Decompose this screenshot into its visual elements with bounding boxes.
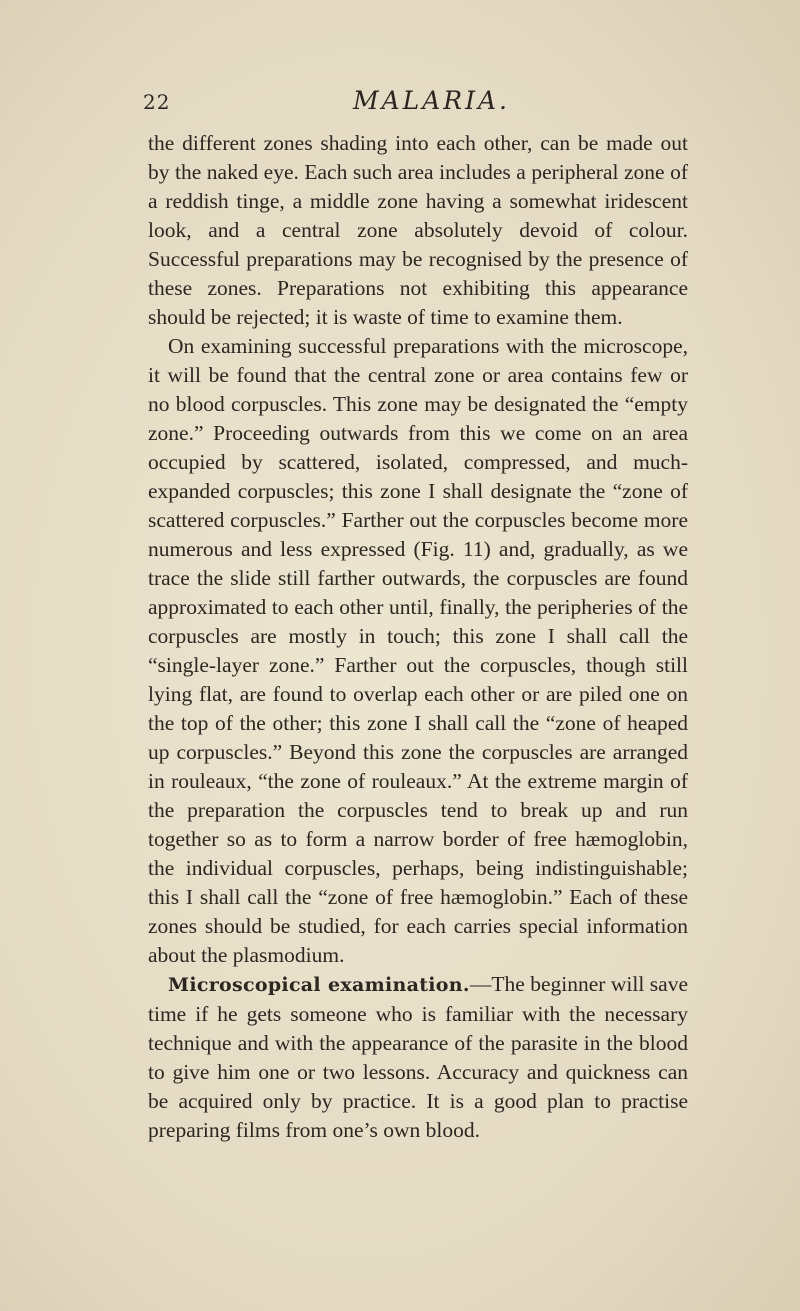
paragraph-microscopical-examination [148, 970, 688, 1145]
paragraph-zones-intro: the different zones shading into each other, can be made out by the naked eye. Each such area includes a peripheral zone of a reddish tinge, a middle zone having a somewhat iridescent look, and a central zone absolutely devoid of colour. Successful preparations may be recognised by the presence of these zones. Preparations not exhibiting this appearance should be rejected; it is waste of time to examine them. [148, 131, 688, 329]
page-header [143, 86, 668, 120]
paragraph-microscopical-text: —The beginner will save time if he gets someone who is familiar with the necessary technique and with the appearance of the parasite in the blood to give him one or two lessons. Accuracy and quickness can be acquired only by practice. It is a good plan to practise preparing films from one’s own blood. [148, 972, 688, 1142]
body-text [148, 129, 688, 1145]
running-title: MALARIA. [353, 86, 511, 115]
page-number: 22 [143, 90, 171, 114]
section-heading-microscopical-examination: Microscopical examination. [168, 974, 470, 996]
paragraph-zones-description: On examining successful preparations with the microscope, it will be found that the central zone or area contains few or no blood corpuscles. This zone may be designated the “empty zone.” Proceeding outwards from this we come on an area occupied by scattered, isolated, compressed, and much-expanded corpuscles; this zone I shall designate the “zone of scattered corpuscles.” Farther out the corpuscles become more numerous and less expressed (Fig. 11) and, gradually, as we trace the slide still farther outwards, the corpuscles are found approximated to each other until, finally, the peripheries of the corpuscles are mostly in touch; this zone I shall call the “single-layer zone.” Farther out the corpuscles, though still lying flat, are found to overlap each other or are piled one on the top of the other; this zone I shall call the “zone of heaped up corpuscles.” Beyond this zone the corpuscles are arranged in rouleaux, “the zone of rouleaux.” At the extreme margin of the preparation the corpuscles tend to break up and run together so as to form a narrow border of free hæmoglobin, the individual corpuscles, perhaps, being indistinguishable; this I shall call the “zone of free hæmoglobin.” Each of these zones should be studied, for each carries special information about the plasmodium. [148, 334, 688, 967]
